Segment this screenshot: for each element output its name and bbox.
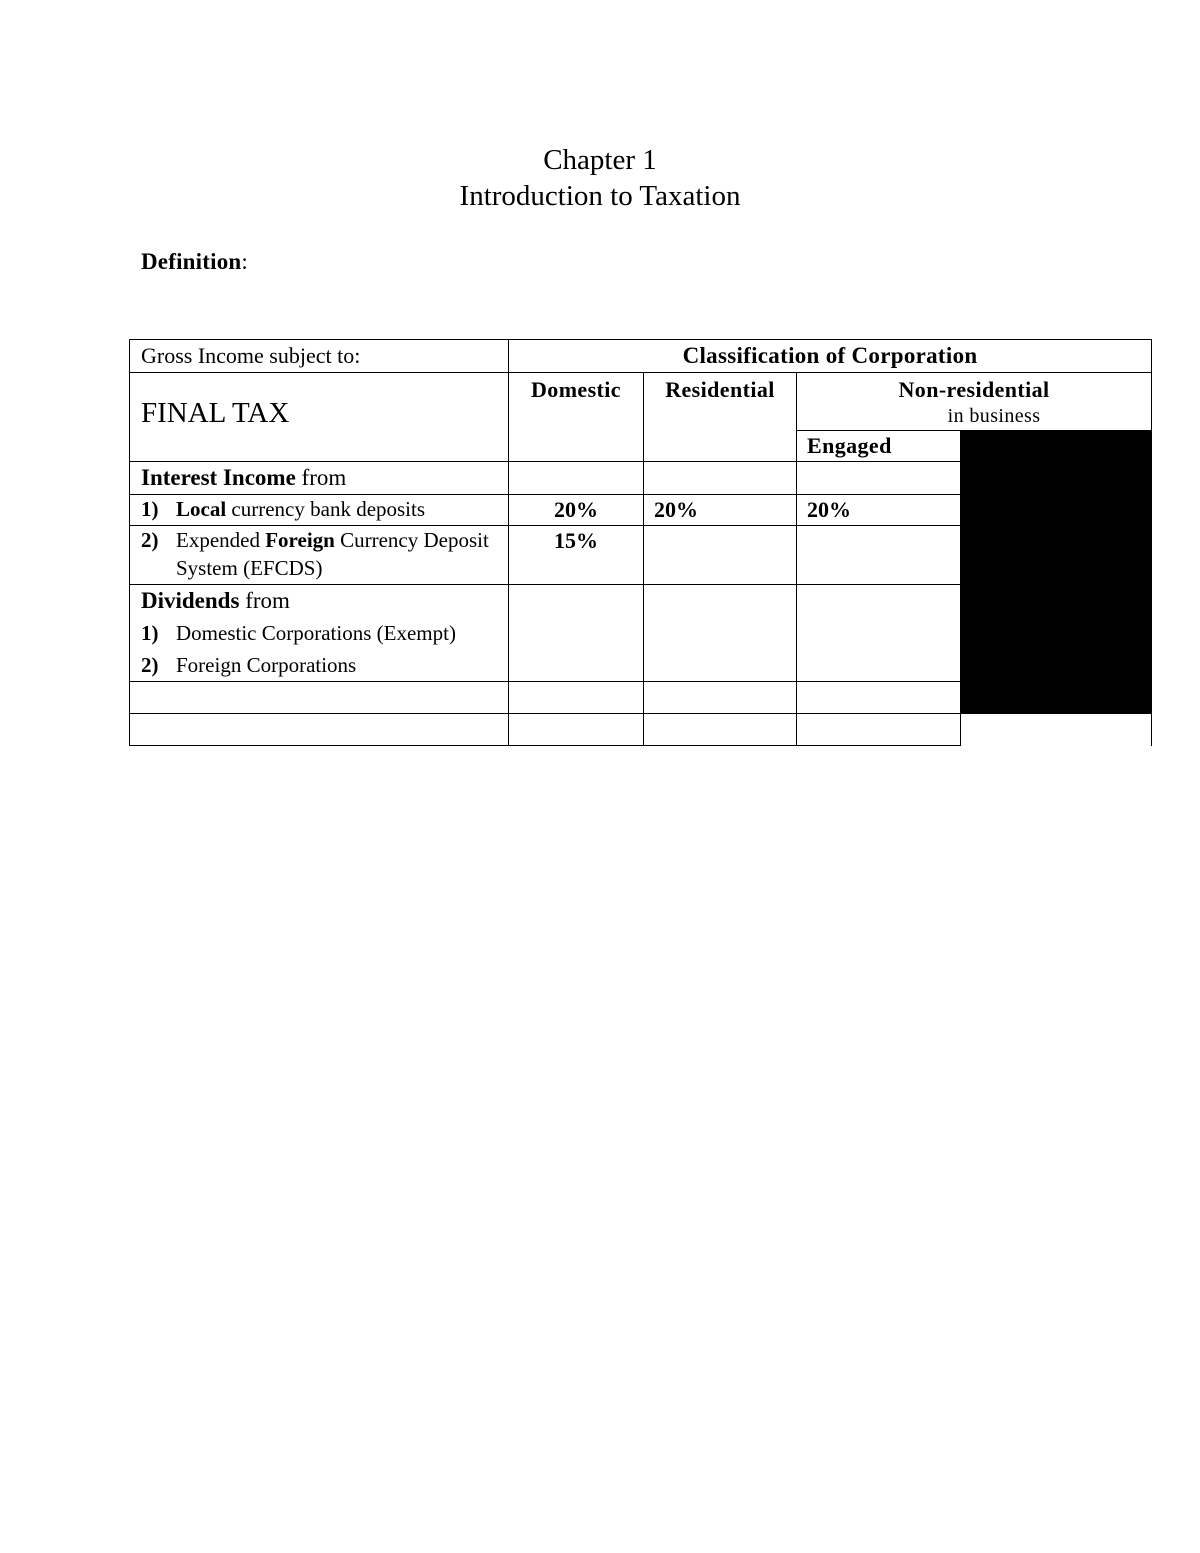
interest-item-2-domestic-text: 15% [554, 528, 598, 553]
interest-item-2-rest: Currency Deposit System (EFCDS) [176, 528, 489, 580]
dividends-item-1-text: Domestic Corporations (Exempt) [176, 621, 456, 645]
empty-row-2-residential [644, 714, 797, 746]
empty-row-2-label [130, 714, 509, 746]
col-in-business-text: in business [947, 405, 1041, 427]
interest-item-2-engaged-rate [797, 526, 961, 585]
definition-text: Definition [141, 249, 242, 274]
interest-item-2 [130, 526, 509, 585]
col-residential [644, 373, 797, 462]
interest-income-bold: Interest Income [141, 465, 296, 490]
dividends-domestic-cell [509, 585, 644, 682]
col-domestic [509, 373, 644, 462]
interest-item-1-number: 1) [141, 497, 159, 521]
chapter-title: Introduction to Taxation [459, 180, 741, 212]
interest-domestic-cell [509, 462, 644, 495]
dividends-item-2-number: 2) [141, 653, 159, 677]
dividends-engaged-cell [797, 585, 961, 682]
dividends-item-1-number: 1) [141, 621, 159, 645]
definition-colon: : [241, 249, 248, 274]
interest-item-2-number: 2) [141, 528, 159, 552]
header-gross-income-text: Gross Income subject to: [141, 343, 361, 368]
dividends-from: from [239, 588, 290, 613]
dividends-item-2 [141, 649, 508, 681]
chapter-heading [0, 142, 1200, 214]
empty-row-1-engaged [797, 682, 961, 714]
interest-item-2-bold: Foreign [265, 528, 335, 552]
col-engaged [797, 431, 961, 462]
interest-item-2-pre: Expended [176, 528, 266, 552]
col-engaged-text: Engaged [807, 433, 892, 458]
interest-item-1-text [176, 495, 508, 523]
col-domestic-text: Domestic [531, 377, 621, 402]
empty-row-1-domestic [509, 682, 644, 714]
interest-item-1-residential-rate [644, 495, 797, 526]
interest-item-2-residential-rate [644, 526, 797, 585]
empty-row-2-domestic [509, 714, 644, 746]
header-classification-text: Classification of Corporation [682, 343, 978, 368]
dividends-item-1 [141, 617, 508, 649]
dividends-heading [141, 585, 508, 617]
interest-engaged-cell [797, 462, 961, 495]
empty-row-1-label [130, 682, 509, 714]
interest-item-1-engaged-rate [797, 495, 961, 526]
chapter-number: Chapter 1 [543, 144, 657, 176]
interest-income-from: from [295, 465, 347, 490]
dividends-item-2-text: Foreign Corporations [176, 653, 357, 677]
interest-item-1-domestic-rate [509, 495, 644, 526]
not-engaged-blacked-out-cell [961, 431, 1152, 714]
final-tax-label [130, 373, 509, 462]
final-tax-text: FINAL TAX [141, 397, 290, 429]
interest-item-1-residential-text: 20% [654, 497, 698, 522]
interest-income-heading [130, 462, 509, 495]
dividends-block [130, 585, 509, 682]
col-nonresidential-text: Non-residential [898, 377, 1050, 402]
interest-item-2-domestic-rate [509, 526, 644, 585]
interest-item-1-rest: currency bank deposits [226, 497, 426, 521]
interest-item-2-text [176, 526, 508, 582]
interest-item-2-content [141, 526, 508, 582]
final-tax-table [129, 339, 1152, 746]
empty-row-2-engaged [797, 714, 961, 746]
definition-label [141, 249, 248, 275]
interest-item-1-engaged-text: 20% [807, 497, 851, 522]
header-classification [509, 340, 1152, 373]
header-gross-income [130, 340, 509, 373]
interest-item-1 [130, 495, 509, 526]
interest-item-1-content [141, 495, 508, 523]
col-residential-text: Residential [665, 377, 775, 402]
interest-residential-cell [644, 462, 797, 495]
dividends-bold: Dividends [141, 588, 240, 613]
interest-item-1-domestic-text: 20% [554, 497, 598, 522]
empty-row-1-residential [644, 682, 797, 714]
col-nonresidential [797, 373, 1152, 431]
dividends-residential-cell [644, 585, 797, 682]
interest-item-1-bold: Local [176, 497, 227, 521]
